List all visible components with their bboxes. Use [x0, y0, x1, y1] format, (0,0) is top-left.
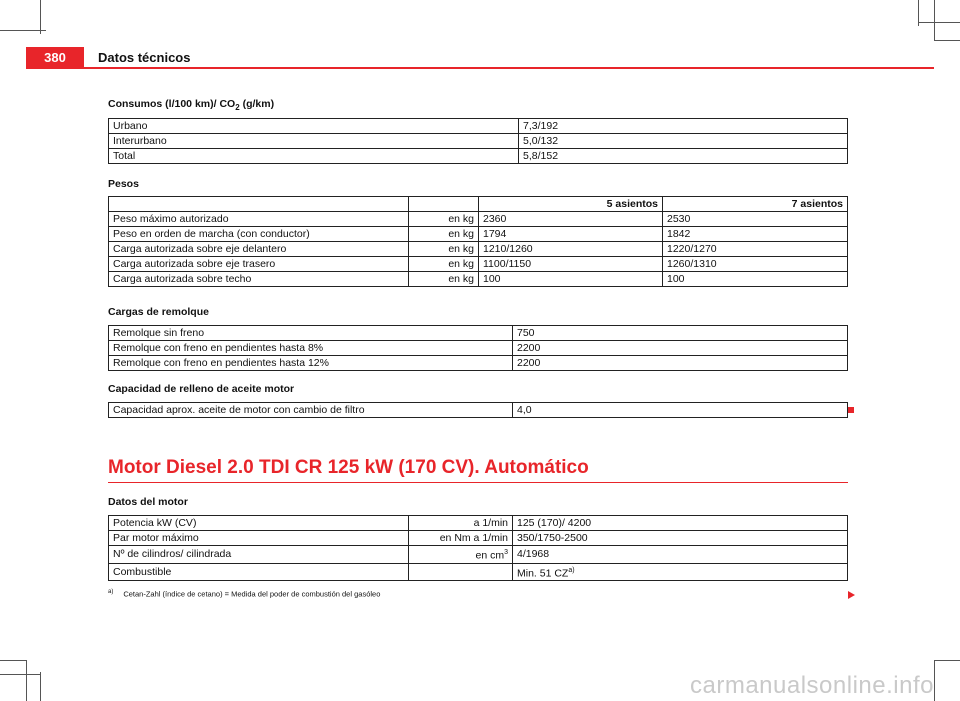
crop-mark [934, 660, 960, 661]
motor-title-rule [108, 482, 848, 483]
row-label: Remolque con freno en pendientes hasta 12% [109, 356, 513, 371]
table-row [109, 546, 848, 564]
row-value: 7,3/192 [519, 119, 848, 134]
row-value: 4,0 [513, 403, 848, 418]
table-row [109, 134, 848, 149]
footnote-marker: a) [108, 589, 114, 595]
row-unit: en kg [409, 272, 479, 287]
row-value: 2200 [513, 356, 848, 371]
table-row [109, 326, 848, 341]
row-value-7: 1842 [663, 227, 848, 242]
footnote-reference: a) [568, 566, 575, 574]
row-label: Carga autorizada sobre eje trasero [109, 257, 409, 272]
table-row [109, 227, 848, 242]
column-header-7-asientos: 7 asientos [663, 197, 848, 212]
row-value-7: 1260/1310 [663, 257, 848, 272]
section-end-marker [848, 407, 854, 413]
table-row [109, 272, 848, 287]
footnote-text: Cetan-Zahl (índice de cetano) = Medida del poder de combustión del gasóleo [123, 589, 381, 599]
crop-mark [26, 660, 27, 701]
table-header-row [109, 197, 848, 212]
page-title: Datos técnicos [98, 50, 191, 65]
row-value: 125 (170)/ 4200 [513, 516, 848, 531]
row-label: Interurbano [109, 134, 519, 149]
table-row [109, 563, 848, 581]
table-row [109, 516, 848, 531]
remolque-table [108, 325, 848, 371]
watermark: carmanualsonline.info [690, 672, 934, 699]
header-empty-cell [109, 197, 409, 212]
continue-arrow-icon [848, 591, 855, 599]
row-label: Total [109, 149, 519, 164]
row-value-5: 1100/1150 [479, 257, 663, 272]
table-row [109, 242, 848, 257]
motor-section-title: Motor Diesel 2.0 TDI CR 125 kW (170 CV). Automático [108, 457, 589, 478]
row-label: Carga autorizada sobre eje delantero [109, 242, 409, 257]
section-heading-pesos: Pesos [108, 178, 139, 190]
row-value: 5,0/132 [519, 134, 848, 149]
row-value-7: 1220/1270 [663, 242, 848, 257]
crop-mark [40, 0, 41, 34]
consumos-table [108, 118, 848, 164]
pesos-table [108, 196, 848, 287]
table-row [109, 119, 848, 134]
table-row [109, 403, 848, 418]
section-heading-datos-motor: Datos del motor [108, 496, 188, 508]
table-row [109, 257, 848, 272]
row-unit: en kg [409, 227, 479, 242]
row-value: 2200 [513, 341, 848, 356]
section-heading-consumos: Consumos (l/100 km)/ $CO_2$ (g/km) [108, 98, 275, 113]
row-unit: en kg [409, 242, 479, 257]
section-heading-aceite: Capacidad de relleno de aceite motor [108, 383, 295, 395]
table-row [109, 149, 848, 164]
row-value: Min. 51 CZ$^{a)}$ [513, 563, 848, 581]
row-label: Par motor máximo [109, 531, 409, 546]
row-label: Potencia kW (CV) [109, 516, 409, 531]
row-unit: en kg [409, 257, 479, 272]
crop-mark [934, 40, 960, 41]
row-label: Nº de cilindros/ cilindrada [109, 546, 409, 564]
row-value-7: 100 [663, 272, 848, 287]
row-unit: a 1/min [409, 516, 513, 531]
row-value-5: 100 [479, 272, 663, 287]
row-value-5: 1210/1260 [479, 242, 663, 257]
section-heading-remolque: Cargas de remolque [108, 306, 209, 318]
column-header-5-asientos: 5 asientos [479, 197, 663, 212]
crop-mark [0, 674, 40, 675]
row-value: 4/1968 [513, 546, 848, 564]
row-unit: en kg [409, 212, 479, 227]
row-label: Remolque sin freno [109, 326, 513, 341]
row-unit: en Nm a 1/min [409, 531, 513, 546]
table-row [109, 341, 848, 356]
aceite-table [108, 402, 848, 418]
row-label: Peso máximo autorizado [109, 212, 409, 227]
table-row [109, 212, 848, 227]
footnote [108, 589, 380, 599]
table-row [109, 356, 848, 371]
page-number: 380 [44, 50, 66, 65]
row-value: 5,8/152 [519, 149, 848, 164]
row-value-5: 1794 [479, 227, 663, 242]
crop-mark [918, 22, 960, 23]
row-label: Carga autorizada sobre techo [109, 272, 409, 287]
header-empty-cell [409, 197, 479, 212]
row-value: 750 [513, 326, 848, 341]
crop-mark [934, 0, 935, 40]
row-value-7: 2530 [663, 212, 848, 227]
row-label: Peso en orden de marcha (con conductor) [109, 227, 409, 242]
row-value-5: 2360 [479, 212, 663, 227]
row-unit [409, 563, 513, 581]
row-unit: en $cm^3$ [409, 546, 513, 564]
row-value: 350/1750-2500 [513, 531, 848, 546]
crop-mark [40, 672, 41, 701]
row-label: Capacidad aprox. aceite de motor con cambio de filtro [109, 403, 513, 418]
table-row [109, 531, 848, 546]
crop-mark [934, 660, 935, 701]
crop-mark [0, 660, 26, 661]
row-label: Urbano [109, 119, 519, 134]
row-label: Remolque con freno en pendientes hasta 8% [109, 341, 513, 356]
crop-mark [0, 30, 46, 31]
motor-table [108, 515, 848, 581]
header-divider [26, 67, 934, 69]
row-label: Combustible [109, 563, 409, 581]
